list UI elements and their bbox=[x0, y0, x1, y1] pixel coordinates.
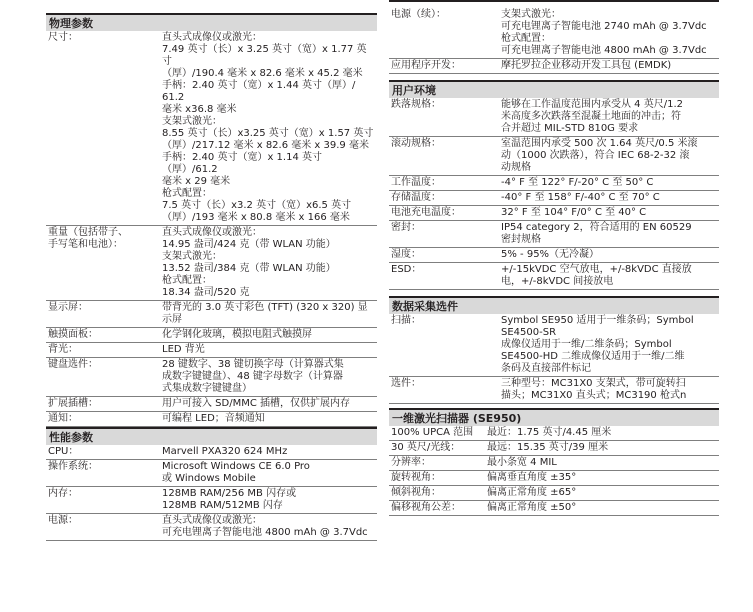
spec-label: 湿度： bbox=[391, 249, 421, 260]
spec-row bbox=[46, 412, 377, 427]
spec-value: 三种型号：MC31X0 支架式，带可旋转扫 描头；MC31X0 直头式；MC3190 枪式n bbox=[501, 378, 687, 401]
spec-label: 跌落规格： bbox=[391, 99, 441, 110]
spec-value: Marvell PXA320 624 MHz bbox=[162, 446, 288, 457]
left-column bbox=[46, 0, 377, 541]
physical-table bbox=[46, 31, 377, 427]
spec-row bbox=[46, 487, 377, 514]
section-title: 性能参数 bbox=[49, 431, 93, 444]
spec-row bbox=[389, 486, 719, 501]
spec-value: 最远：15.35 英寸/39 厘米 bbox=[487, 442, 609, 453]
spec-value: 直头式成像仪或激光： 7.49 英寸（长）x 3.25 英寸（宽）x 1.77 英寸 （厚）/190.4 毫米 x 82.6 毫米 x 45.2 毫米 手柄：2.40 英寸（宽）x 1.44 英寸（厚）/ 61.2 毫米 x36.8 毫米 支架式激光： 8.55 英寸（长）x3.25 英寸（宽）x 1.57 英寸 （厚）/217.12 毫米 x 82.6 毫米 x 39.9 毫米 手柄：2.40 英寸（宽）x 1.14 英寸（厚）/61.2 毫米 x 29 毫米 枪式配置： 7.5 英寸（长）x3.2 英寸（宽）x6.5 英寸 （厚）/193 毫米 x 80.8 毫米 x 166 毫米 bbox=[162, 32, 374, 223]
section-physical bbox=[46, 13, 377, 31]
spec-value: 化学钢化玻璃，模拟电阻式触摸屏 bbox=[162, 329, 312, 340]
spec-row bbox=[389, 471, 719, 486]
spec-value: 32° F 至 104° F/0° C 至 40° C bbox=[501, 207, 647, 218]
spec-label: 电池充电温度： bbox=[391, 207, 461, 218]
spec-label: 应用程序开发： bbox=[391, 60, 461, 71]
spec-row bbox=[389, 314, 719, 377]
spec-label: 旋转视角： bbox=[391, 472, 441, 483]
spec-value: 可编程 LED；音频通知 bbox=[162, 413, 265, 424]
spec-label: 电源（续）： bbox=[391, 9, 446, 20]
spec-value: 偏离垂直角度 ±35° bbox=[487, 472, 577, 483]
data-capture-table bbox=[389, 314, 719, 404]
spec-label: 重量（包括带子、 手写笔和电池）： bbox=[48, 227, 128, 250]
performance-table bbox=[46, 445, 377, 541]
spec-label: CPU： bbox=[48, 446, 79, 457]
spec-label: 30 英尺/光线： bbox=[391, 442, 461, 453]
right-column bbox=[389, 0, 719, 516]
spec-value: 偏离正常角度 ±65° bbox=[487, 487, 577, 498]
spec-value: 支架式激光： 可充电锂离子智能电池 2740 mAh @ 3.7Vdc 枪式配置： 可充电锂离子智能电池 4800 mAh @ 3.7Vdc bbox=[501, 9, 707, 56]
spec-row bbox=[389, 191, 719, 206]
spec-row bbox=[46, 514, 377, 541]
spec-label: 扫描： bbox=[391, 315, 421, 326]
section-title: 物理参数 bbox=[49, 17, 93, 30]
spec-label: 选件： bbox=[391, 378, 421, 389]
spec-value: Symbol SE950 适用于一维条码；Symbol SE4500-SR 成像仪适用于一维/二维条码；Symbol SE4500-HD 二维成像仪适用于一维/二维 条码及直接部件标记 bbox=[501, 315, 694, 374]
spec-label: 工作温度： bbox=[391, 177, 441, 188]
section-performance bbox=[46, 427, 377, 445]
spec-value: 128MB RAM/256 MB 闪存或 128MB RAM/512MB 闪存 bbox=[162, 488, 297, 511]
spec-value: 偏离正常角度 ±50° bbox=[487, 502, 577, 513]
environment-table bbox=[389, 98, 719, 290]
spec-label: 100% UPCA 范围 bbox=[391, 427, 474, 438]
spec-label: 操作系统： bbox=[48, 461, 98, 472]
spec-row bbox=[389, 248, 719, 263]
spec-value: 最小条宽 4 MIL bbox=[487, 457, 557, 468]
spec-label: 背光： bbox=[48, 344, 78, 355]
spec-label: 扩展插槽： bbox=[48, 398, 98, 409]
section-title: 一维激光扫描器 (SE950) bbox=[392, 412, 522, 425]
spec-row bbox=[46, 397, 377, 412]
top-rule bbox=[389, 0, 719, 2]
spec-row bbox=[46, 328, 377, 343]
spec-value: 直头式成像仪或激光： 14.95 盎司/424 克（带 WLAN 功能） 支架式激光： 13.52 盎司/384 克（带 WLAN 功能） 枪式配置： 18.34 盎司/520 克 bbox=[162, 227, 336, 298]
spec-label: 内存： bbox=[48, 488, 78, 499]
spec-value: -40° F 至 158° F/-40° C 至 70° C bbox=[501, 192, 660, 203]
spec-value: IP54 category 2，符合适用的 EN 60529 密封规格 bbox=[501, 222, 692, 245]
section-environment bbox=[389, 80, 719, 98]
section-title: 数据采集选件 bbox=[392, 300, 458, 313]
spec-row bbox=[389, 137, 719, 176]
spec-label: 显示屏： bbox=[48, 302, 88, 313]
spec-label: 存储温度： bbox=[391, 192, 441, 203]
spec-row bbox=[389, 221, 719, 248]
spec-value: 直头式成像仪或激光： 可充电锂离子智能电池 4800 mAh @ 3.7Vdc bbox=[162, 515, 368, 538]
section-data-capture bbox=[389, 296, 719, 314]
spec-value: 用户可接入 SD/MMC 插槽，仅供扩展内存 bbox=[162, 398, 351, 409]
spec-row bbox=[389, 98, 719, 137]
spec-row bbox=[389, 8, 719, 59]
spec-value: 最近：1.75 英寸/4.45 厘米 bbox=[487, 427, 612, 438]
spec-row bbox=[46, 358, 377, 397]
spec-row bbox=[389, 456, 719, 471]
spec-row bbox=[46, 445, 377, 460]
spec-row bbox=[46, 460, 377, 487]
power-table bbox=[389, 8, 719, 74]
spec-value: 带背光的 3.0 英寸彩色 (TFT) (320 x 320) 显示屏 bbox=[162, 302, 368, 325]
spec-row bbox=[389, 441, 719, 456]
spec-row bbox=[389, 501, 719, 516]
spec-value: LED 背光 bbox=[162, 344, 205, 355]
laser-table bbox=[389, 426, 719, 516]
spec-row bbox=[389, 59, 719, 74]
spec-label: ESD： bbox=[391, 264, 422, 275]
spec-row bbox=[389, 176, 719, 191]
spec-label: 通知： bbox=[48, 413, 78, 424]
spec-row bbox=[46, 301, 377, 328]
spec-value: +/-15kVDC 空气放电，+/-8kVDC 直接放 电，+/-8kVDC 间接放电 bbox=[501, 264, 692, 287]
spec-row bbox=[46, 343, 377, 358]
spec-value: 28 键数字、38 键切换字母（计算器式集 成数字键键盘）、48 键字母数字（计算器 式集成数字键键盘） bbox=[162, 359, 344, 394]
spec-row bbox=[389, 426, 719, 441]
spec-value: 摩托罗拉企业移动开发工具包 (EMDK) bbox=[501, 60, 672, 71]
section-title: 用户环境 bbox=[392, 84, 436, 97]
spec-label: 偏移视角公差： bbox=[391, 502, 461, 513]
spec-row bbox=[46, 31, 377, 226]
spec-label: 分辨率： bbox=[391, 457, 431, 468]
spec-value: -4° F 至 122° F/-20° C 至 50° C bbox=[501, 177, 654, 188]
spec-label: 倾斜视角： bbox=[391, 487, 441, 498]
spec-row bbox=[389, 206, 719, 221]
spec-label: 键盘选件： bbox=[48, 359, 98, 370]
spec-row bbox=[389, 263, 719, 290]
spec-value: 能够在工作温度范围内承受从 4 英尺/1.2 米高度多次跌落至混凝土地面的冲击；符 合并超过 MIL-STD 810G 要求 bbox=[501, 99, 683, 134]
spec-label: 尺寸： bbox=[48, 32, 78, 43]
spec-label: 触摸面板： bbox=[48, 329, 98, 340]
spec-row bbox=[46, 226, 377, 301]
spec-value: Microsoft Windows CE 6.0 Pro 或 Windows Mobile bbox=[162, 461, 310, 484]
spec-value: 室温范围内承受 500 次 1.64 英尺/0.5 米滚 动（1000 次跌落），符合 IEC 68-2-32 滚 动规格 bbox=[501, 138, 698, 173]
spec-label: 滚动规格： bbox=[391, 138, 441, 149]
spec-value: 5% - 95%（无冷凝） bbox=[501, 249, 600, 260]
section-laser bbox=[389, 408, 719, 426]
spec-label: 电源： bbox=[48, 515, 78, 526]
spec-label: 密封： bbox=[391, 222, 421, 233]
spec-row bbox=[389, 377, 719, 404]
